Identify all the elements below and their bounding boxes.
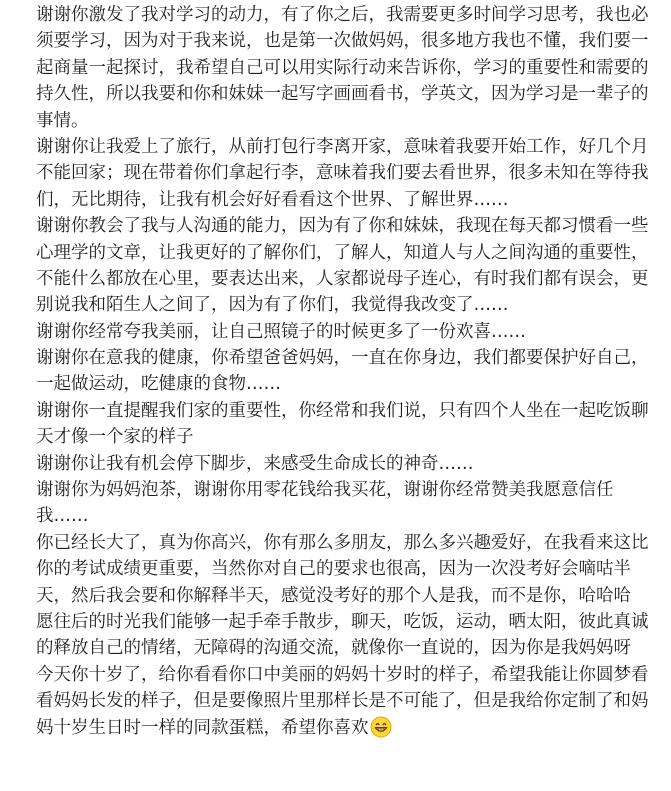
text-line: 看妈妈长发的样子，但是要像照片里那样长是不可能了，但是我给你定制了和妈 — [36, 691, 649, 712]
text-line: 天才像一个家的样子 — [36, 427, 194, 448]
letter-document — [36, 2, 666, 741]
paragraph-beauty — [36, 319, 666, 345]
grinning-face-emoji-icon — [370, 716, 392, 738]
paragraph-growing-up — [36, 530, 666, 741]
text-line: 你已经长大了，真为你高兴，你有那么多朋友，那么多兴趣爱好，在我看来这比 — [36, 532, 649, 553]
text-line: 心理学的文章，让我更好的了解你们，了解人，知道人与人之间沟通的重要性， — [36, 242, 649, 263]
paragraph-family — [36, 398, 666, 451]
text-line: 谢谢你教会了我与人沟通的能力，因为有了你和妹妹，我现在每天都习惯看一些 — [36, 216, 649, 237]
text-line: 我…… — [36, 506, 89, 527]
text-line: 起商量一起探讨，我希望自己可以用实际行动来告诉你，学习的重要性和需要的 — [36, 57, 649, 78]
text-line-content: 妈十岁生日时一样的同款蛋糕，希望你喜欢 — [36, 717, 369, 738]
text-line-last — [36, 715, 666, 741]
text-line: 持久性，所以我要和你和妹妹一起写字画画看书，学英文，因为学习是一辈子的 — [36, 84, 649, 105]
paragraph-tea — [36, 477, 666, 530]
paragraph-communication — [36, 213, 666, 319]
text-line: 不能回家；现在带着你们拿起行李，意味着我们要去看世界，很多未知在等待我 — [36, 163, 649, 184]
paragraph-pause — [36, 451, 666, 477]
text-line: 谢谢你让我爱上了旅行，从前打包行李离开家，意味着我要开始工作，好几个月 — [36, 136, 649, 157]
text-line: 一起做运动，吃健康的食物…… — [36, 374, 281, 395]
paragraph-learning — [36, 2, 666, 134]
paragraph-health — [36, 345, 666, 398]
text-line: 谢谢你一直提醒我们家的重要性，你经常和我们说，只有四个人坐在一起吃饭聊 — [36, 400, 649, 421]
text-line: 谢谢你为妈妈泡茶，谢谢你用零花钱给我买花，谢谢你经常赞美我愿意信任 — [36, 480, 614, 501]
text-line: 不能什么都放在心里，要表达出来，人家都说母子连心，有时我们都有误会，更 — [36, 268, 649, 289]
text-line: 天，然后我会要和你解释半天，感觉没考好的那个人是我，而不是你，哈哈哈 — [36, 585, 631, 606]
text-line: 谢谢你在意我的健康，你希望爸爸妈妈，一直在你身边，我们都要保护好自己， — [36, 348, 649, 369]
text-line: 你的考试成绩更重要，当然你对自己的要求也很高，因为一次没考好会嘀咕半 — [36, 559, 631, 580]
text-line: 事情。 — [36, 110, 89, 131]
text-line: 的释放自己的情绪，无障碍的沟通交流，就像你一直说的，因为你是我妈妈呀 — [36, 638, 631, 659]
text-line: 谢谢你经常夸我美丽，让自己照镜子的时候更多了一份欢喜…… — [36, 321, 526, 342]
text-line: 们，无比期待，让我有机会好好看看这个世界、了解世界…… — [36, 189, 509, 210]
text-line: 谢谢你激发了我对学习的动力，有了你之后，我需要更多时间学习思考，我也必 — [36, 5, 649, 25]
text-line: 愿往后的时光我们能够一起手牵手散步，聊天，吃饭，运动，晒太阳，彼此真诚 — [36, 611, 649, 632]
text-line: 今天你十岁了，给你看看你口中美丽的妈妈十岁时的样子，希望我能让你圆梦看 — [36, 664, 649, 685]
text-line: 须要学习，因为对于我来说，也是第一次做妈妈，很多地方我也不懂，我们要一 — [36, 31, 649, 52]
text-line: 谢谢你让我有机会停下脚步，来感受生命成长的神奇…… — [36, 453, 474, 474]
text-line: 别说我和陌生人之间了，因为有了你们，我觉得我改变了…… — [36, 295, 509, 316]
paragraph-travel — [36, 134, 666, 213]
